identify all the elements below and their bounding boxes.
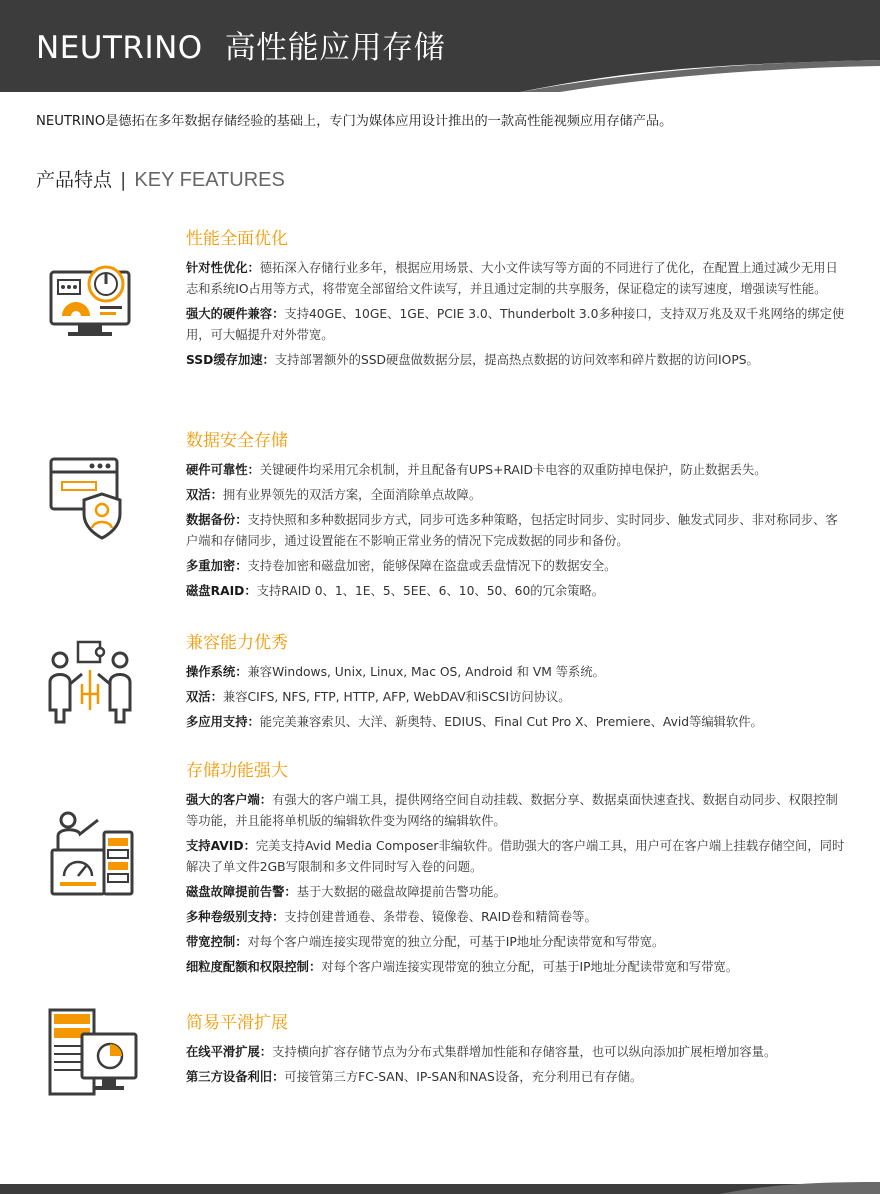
feature-term: 多应用支持： <box>186 715 260 729</box>
section-performance <box>186 228 846 375</box>
feature-term: 数据备份： <box>186 513 248 527</box>
feature-item <box>186 510 846 552</box>
feature-text: 有强大的客户端工具，提供网络空间自动挂载、数据分享、数据桌面快速查找、数据自动同步、权限控制等功能，并且能将单机版的编辑软件变为网络的编辑软件。 <box>186 793 838 828</box>
section-title: 兼容能力优秀 <box>186 633 288 653</box>
section-storage-features <box>186 760 846 982</box>
window-shield-user-icon <box>48 456 124 540</box>
feature-text: 兼容CIFS, NFS, FTP, HTTP, AFP, WebDAV和iSCSI访问协议。 <box>222 690 571 704</box>
section-title: 数据安全存储 <box>186 431 288 451</box>
feature-item <box>186 485 846 506</box>
feature-item <box>186 882 846 903</box>
feature-term: 操作系统： <box>186 665 248 679</box>
feature-text: 德拓深入存储行业多年，根据应用场景、大小文件读写等方面的不同进行了优化，在配置上通过减少无用日志和系统IO占用等方式，将带宽全部留给文件读写，并且通过定制的共享服务，保证稳定的读写速度，增强读写性能。 <box>186 261 838 296</box>
feature-text: 拥有业界领先的双活方案，全面消除单点故障。 <box>222 488 482 502</box>
section-title: 存储功能强大 <box>186 761 288 781</box>
feature-text: 支持部署额外的SSD硬盘做数据分层，提高热点数据的访问效率和碎片数据的访问IOPS。 <box>274 353 759 367</box>
key-features-separator: | <box>120 169 127 191</box>
section-title: 简易平滑扩展 <box>186 1013 288 1033</box>
section-scalability <box>186 1012 846 1092</box>
feature-text: 支持卷加密和磁盘加密，能够保障在盗盘或丢盘情况下的数据安全。 <box>247 559 617 573</box>
feature-item <box>186 790 846 832</box>
feature-term: 双活： <box>186 488 223 502</box>
feature-text: 支持创建普通卷、条带卷、镜像卷、RAID卷和精简卷等。 <box>284 910 597 924</box>
feature-term: 双活： <box>186 690 223 704</box>
feature-item <box>186 556 846 577</box>
feature-term: 硬件可靠性： <box>186 463 260 477</box>
feature-text: 支持40GE、10GE、1GE、PCIE 3.0、Thunderbolt 3.0多种接口，支持双万兆及双千兆网络的绑定使用，可大幅提升对外带宽。 <box>186 307 845 342</box>
feature-term: 带宽控制： <box>186 935 248 949</box>
section-compatibility <box>186 632 846 737</box>
feature-term: 支持AVID： <box>186 839 256 853</box>
key-features-en: KEY FEATURES <box>134 169 285 191</box>
feature-item <box>186 687 846 708</box>
feature-text: 完美支持Avid Media Composer非编软件。借助强大的客户端工具，用户可在客户端上挂载存储空间，同时解决了单文件2GB写限制和多文件同时写入卷的问题。 <box>186 839 845 874</box>
feature-text: 可接管第三方FC-SAN、IP-SAN和NAS设备，充分利用已有存储。 <box>284 1070 643 1084</box>
feature-item <box>186 1067 846 1088</box>
feature-item <box>186 1042 846 1063</box>
feature-term: 多种卷级别支持： <box>186 910 285 924</box>
feature-item <box>186 957 846 978</box>
feature-term: SSD缓存加速： <box>186 353 275 367</box>
feature-term: 多重加密： <box>186 559 248 573</box>
feature-item <box>186 460 846 481</box>
feature-item <box>186 350 846 371</box>
feature-item <box>186 258 846 300</box>
section-data-security <box>186 430 846 606</box>
key-features-heading <box>36 165 285 192</box>
feature-text: 能完美兼容索贝、大洋、新奥特、EDIUS、Final Cut Pro X、Premiere、Avid等编辑软件。 <box>259 715 763 729</box>
feature-term: 第三方设备利旧： <box>186 1070 285 1084</box>
feature-term: 细粒度配额和权限控制： <box>186 960 322 974</box>
page-subtitle: 高性能应用存储 <box>224 30 446 66</box>
feature-term: 在线平滑扩展： <box>186 1045 273 1059</box>
feature-text: 基于大数据的磁盘故障提前告警功能。 <box>296 885 506 899</box>
feature-text: 兼容Windows, Unix, Linux, Mac OS, Android 和 VM 等系统。 <box>247 665 605 679</box>
feature-text: 支持RAID 0、1、1E、5、5EE、6、10、50、60的冗余策略。 <box>256 584 605 598</box>
feature-item <box>186 712 846 733</box>
presenter-server-icon <box>48 806 136 898</box>
feature-item <box>186 907 846 928</box>
server-monitor-chart-icon <box>48 1008 140 1098</box>
feature-item <box>186 581 846 602</box>
feature-text: 对每个客户端连接实现带宽的独立分配，可基于IP地址分配读带宽和写带宽。 <box>247 935 665 949</box>
section-title: 性能全面优化 <box>186 229 288 249</box>
feature-text: 对每个客户端连接实现带宽的独立分配，可基于IP地址分配读带宽和写带宽。 <box>321 960 739 974</box>
feature-term: 磁盘故障提前告警： <box>186 885 297 899</box>
feature-term: 强大的硬件兼容： <box>186 307 285 321</box>
feature-text: 支持横向扩容存储节点为分布式集群增加性能和存储容量，也可以纵向添加扩展柜增加容量。 <box>272 1045 777 1059</box>
monitor-gauge-icon <box>48 262 132 338</box>
feature-term: 针对性优化： <box>186 261 260 275</box>
feature-item <box>186 932 846 953</box>
people-puzzle-icon <box>48 640 132 724</box>
brand-name: NEUTRINO <box>36 30 203 66</box>
feature-term: 磁盘RAID： <box>186 584 257 598</box>
page-title <box>36 22 445 67</box>
feature-text: 支持快照和多种数据同步方式，同步可选多种策略，包括定时同步、实时同步、触发式同步、非对称同步、客户端和存储同步，通过设置能在不影响正常业务的情况下完成数据的同步和备份。 <box>186 513 838 548</box>
footer-band <box>0 1180 880 1194</box>
feature-term: 强大的客户端： <box>186 793 273 807</box>
key-features-cn: 产品特点 <box>36 169 113 191</box>
feature-item <box>186 836 846 878</box>
intro-paragraph: NEUTRINO是德拓在多年数据存储经验的基础上，专门为媒体应用设计推出的一款高性能视频应用存储产品。 <box>36 114 673 129</box>
feature-text: 关键硬件均采用冗余机制，并且配备有UPS+RAID卡电容的双重防掉电保护，防止数据丢失。 <box>259 463 767 477</box>
header-banner <box>0 0 880 92</box>
feature-item <box>186 304 846 346</box>
feature-item <box>186 662 846 683</box>
